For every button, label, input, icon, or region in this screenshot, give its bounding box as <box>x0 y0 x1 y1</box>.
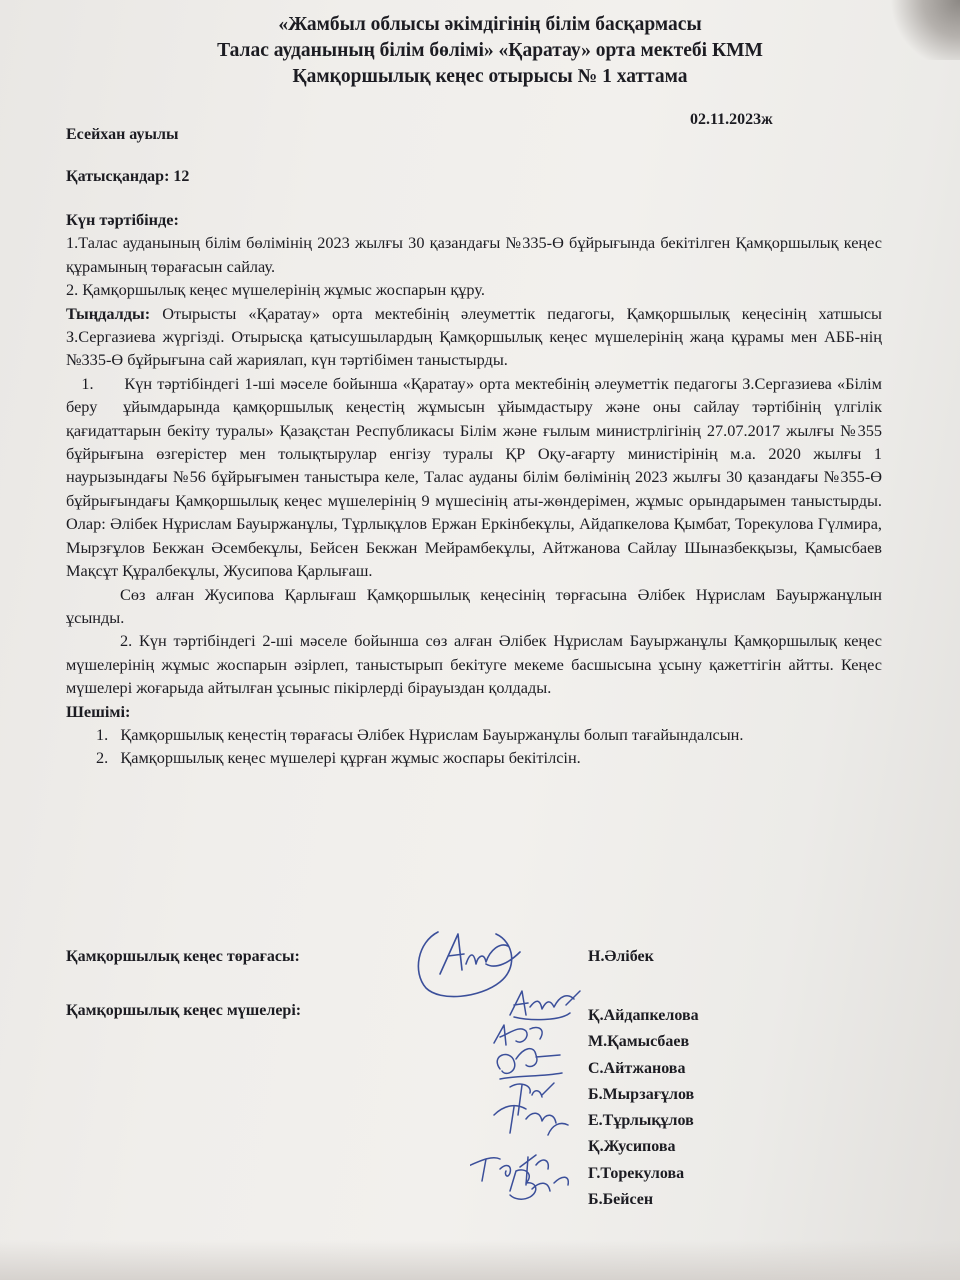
member-name: Г.Торекулова <box>588 1164 685 1182</box>
listened-paragraph <box>66 302 882 372</box>
agenda-title: Күн тәртібінде: <box>66 210 179 229</box>
corner-shadow <box>890 0 960 60</box>
member-name: С.Айтжанова <box>588 1059 686 1077</box>
members-label: Қамқоршылық кеңес мүшелері: <box>66 1002 302 1019</box>
member-name: Б.Бейсен <box>588 1191 654 1209</box>
document-body <box>66 208 891 770</box>
decision-title: Шешімі: <box>66 701 131 721</box>
meeting-date: 02.11.2023ж <box>690 111 773 128</box>
bottom-shadow <box>0 1240 960 1280</box>
document-header <box>100 12 880 90</box>
listened-label: Тыңдалды: <box>66 303 151 323</box>
participants-count: Қатысқандар: 12 <box>66 168 190 185</box>
members-signatures <box>470 985 600 1215</box>
meeting-place: Есейхан ауылы <box>66 126 179 143</box>
issue-2-paragraph: 2. Күн тәртібіндегі 2-ші мәселе бойынша сөз алған Әлібек Нұрислам Бауыржанұлы Қамқоршылық кеңес мүшелерінің жұмыс жоспарын әзірлеп, таныстырып бекітуге мекеме басшысына ұсыну қажеттігін айтты. Кеңес мүшелері жоғарыда айтылған ұсыныс пікірлерді бірауыздан қолдады. <box>66 631 882 698</box>
decision-list <box>66 723 882 770</box>
member-name: Б.Мырзағұлов <box>588 1085 695 1103</box>
proposal-paragraph: Сөз алған Жусипова Қарлығаш Қамқоршылық кеңесінің төрғасына Әлібек Нұрислам Бауыржанұлын ұсынды. <box>66 584 882 627</box>
members-list <box>588 1003 699 1213</box>
chair-label: Қамқоршылық кеңес төрағасы: <box>66 948 300 965</box>
decision-item: 1. Қамқоршылық кеңестің төрағасы Әлібек Нұрислам Бауыржанұлы болып тағайындалсын. <box>96 724 744 744</box>
member-name: Қ.Жусипова <box>588 1138 676 1156</box>
decision-item: 2. Қамқоршылық кеңес мүшелері құрған жұмыс жоспары бекітілсін. <box>96 748 581 768</box>
header-line-2: Талас ауданының білім бөлімі» «Қаратау» орта мектебі КММ <box>217 40 763 61</box>
member-name: Қ.Айдапкелова <box>588 1007 699 1024</box>
agenda-item-2: 2. Қамқоршылық кеңес мүшелерінің жұмыс жоспарын құру. <box>66 280 485 300</box>
issue-1-paragraph: 1. Күн тәртібіндегі 1-ші мәселе бойынша «Қаратау» орта мектебінің әлеуметтік педагогы З.Сергазиева «Білім беру ұйымдарында қамқоршылық кеңестің жұмысын ұйымдастыру және оны сайлау тәртібінің үлгілік қағидаттарын бекіту туралы» Қазақстан Республикасы Білім және ғылым министрлігінің 27.07.2017 жылғы №355 бұйрығына өзгерістер мен толықтырулар енгізу туралы ҚР Оқу-ағарту министірінің м.а. 2020 жылғы 1 наурызындағы №56 бұйрығымен таныстыра келе, Талас ауданы білім бөлімінің 2023 жылғы 30 қазандағы №355-Ө бұйрығындағы Қамқоршылық кеңес мүшелерінің 9 мүшесінің аты-жөндерімен, жұмыс орындарымен таныстырды. Олар: Әлібек Нұрислам Бауыржанұлы, Тұрлықұлов Ержан Еркінбекұлы, Айдапкелова Қымбат, Торекулова Гүлмира, Мырзғұлов Бекжан Әсембекұлы, Бейсен Бекжан Мейрамбекұлы, Айтжанова Сайлау Шыназбекқызы, Қамысбаев Мақсұт Құралбекұлы, Жусипова Қарлығаш. <box>66 373 891 581</box>
chair-name: Н.Әлібек <box>588 948 654 965</box>
header-line-3: Қамқоршылық кеңес отырысы № 1 хаттама <box>292 66 688 87</box>
header-line-1: «Жамбыл облысы әкімдігінің білім басқармасы <box>278 14 702 35</box>
listened-text: Отырысты «Қаратау» орта мектебінің әлеуметтік педагогы, Қамқоршылық кеңесінің хатшысы З.Сергазиева жүргізді. Отырысқа қатысушылардың Қамқоршылық кеңес мүшелерінің жаңа құрамы мен АББ-нің №335-Ө бұйрығына сай жариялап, күн тәртібімен таныстырды. <box>66 303 882 370</box>
agenda-item-1: 1.Талас ауданының білім бөлімінің 2023 жылғы 30 қазандағы №335-Ө бұйрығында бекітілген Қамқоршылық кеңес құрамының төрағасын сайлау. <box>66 233 882 276</box>
member-name: Е.Тұрлықұлов <box>588 1112 694 1130</box>
member-name: М.Қамысбаев <box>588 1033 690 1051</box>
